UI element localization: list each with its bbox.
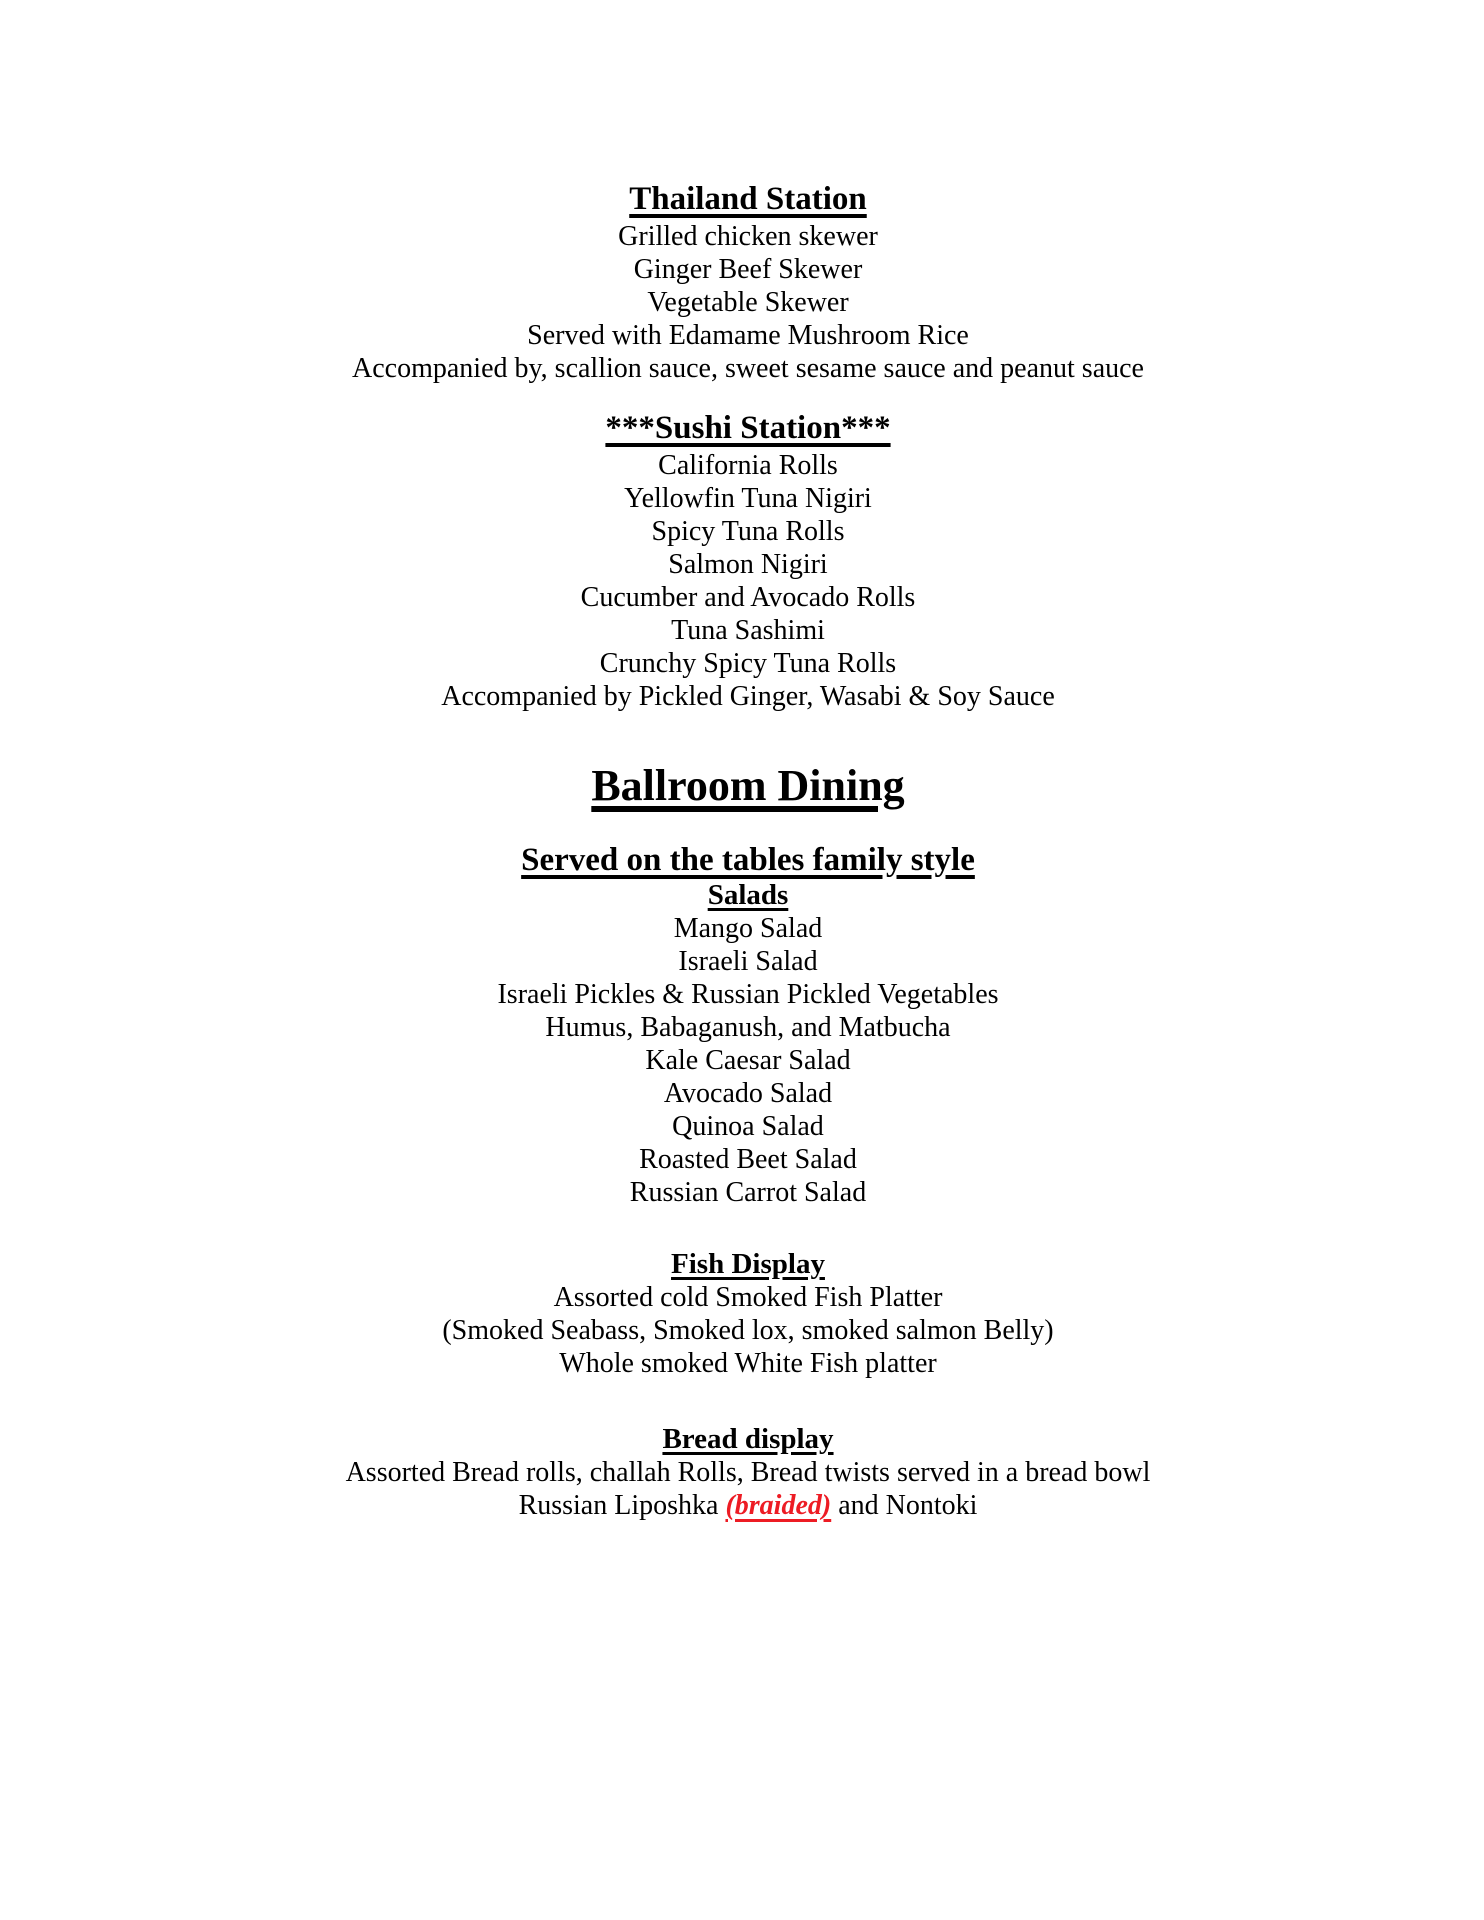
thailand-station-heading-text: Thailand Station <box>629 181 867 217</box>
thailand-station-heading <box>12 178 1484 220</box>
menu-item: Accompanied by Pickled Ginger, Wasabi & Soy Sauce <box>441 681 1055 712</box>
menu-item: Mango Salad <box>673 913 823 944</box>
bread-display-heading <box>12 1423 1484 1456</box>
menu-item: Kale Caesar Salad <box>645 1045 851 1076</box>
fish-display-heading-text: Fish Display <box>671 1248 825 1280</box>
menu-item: Cucumber and Avocado Rolls <box>580 582 916 613</box>
menu-item: Grilled chicken skewer <box>618 221 878 252</box>
menu-item: Humus, Babaganush, and Matbucha <box>545 1012 951 1043</box>
menu-item: Served with Edamame Mushroom Rice <box>527 320 969 351</box>
menu-item: Whole smoked White Fish platter <box>559 1348 937 1379</box>
menu-item: Salmon Nigiri <box>668 549 828 580</box>
menu-item: Roasted Beet Salad <box>639 1144 857 1175</box>
menu-item: Crunchy Spicy Tuna Rolls <box>599 648 897 679</box>
menu-item: Tuna Sashimi <box>671 615 825 646</box>
menu-item: Ginger Beef Skewer <box>633 254 863 285</box>
bread-mixed-suffix: and Nontoki <box>831 1490 978 1521</box>
family-style-subtitle <box>12 841 1484 879</box>
menu-item: Israeli Salad <box>678 946 818 977</box>
salads-heading-text: Salads <box>707 879 789 911</box>
menu-item: Russian Carrot Salad <box>629 1177 867 1208</box>
salads-heading <box>12 879 1484 912</box>
ballroom-dining-title <box>12 759 1484 813</box>
braided-highlight: (braided) <box>725 1490 832 1521</box>
menu-item: Avocado Salad <box>663 1078 833 1109</box>
bread-display-heading-text: Bread display <box>662 1423 834 1455</box>
fish-display-heading <box>12 1248 1484 1281</box>
menu-item: Israeli Pickles & Russian Pickled Vegetables <box>497 979 999 1010</box>
menu-item: Yellowfin Tuna Nigiri <box>624 483 872 514</box>
menu-item: (Smoked Seabass, Smoked lox, smoked salmon Belly) <box>442 1315 1054 1346</box>
ballroom-dining-title-text: Ballroom Dining <box>591 761 905 810</box>
menu-item: California Rolls <box>658 450 838 481</box>
menu-item: Assorted Bread rolls, challah Rolls, Bread twists served in a bread bowl <box>345 1457 1151 1488</box>
sushi-station-heading <box>12 407 1484 449</box>
sushi-station-heading-text: ***Sushi Station*** <box>605 410 891 446</box>
menu-item: Quinoa Salad <box>672 1111 824 1142</box>
menu-item: Spicy Tuna Rolls <box>651 516 845 547</box>
menu-item: Accompanied by, scallion sauce, sweet sesame sauce and peanut sauce <box>352 353 1144 384</box>
menu-item: Vegetable Skewer <box>647 287 849 318</box>
menu-item-mixed <box>12 1489 1484 1522</box>
bread-mixed-prefix: Russian Liposhka <box>518 1490 726 1521</box>
family-style-subtitle-text: Served on the tables family style <box>521 842 975 878</box>
menu-item: Assorted cold Smoked Fish Platter <box>553 1282 943 1313</box>
